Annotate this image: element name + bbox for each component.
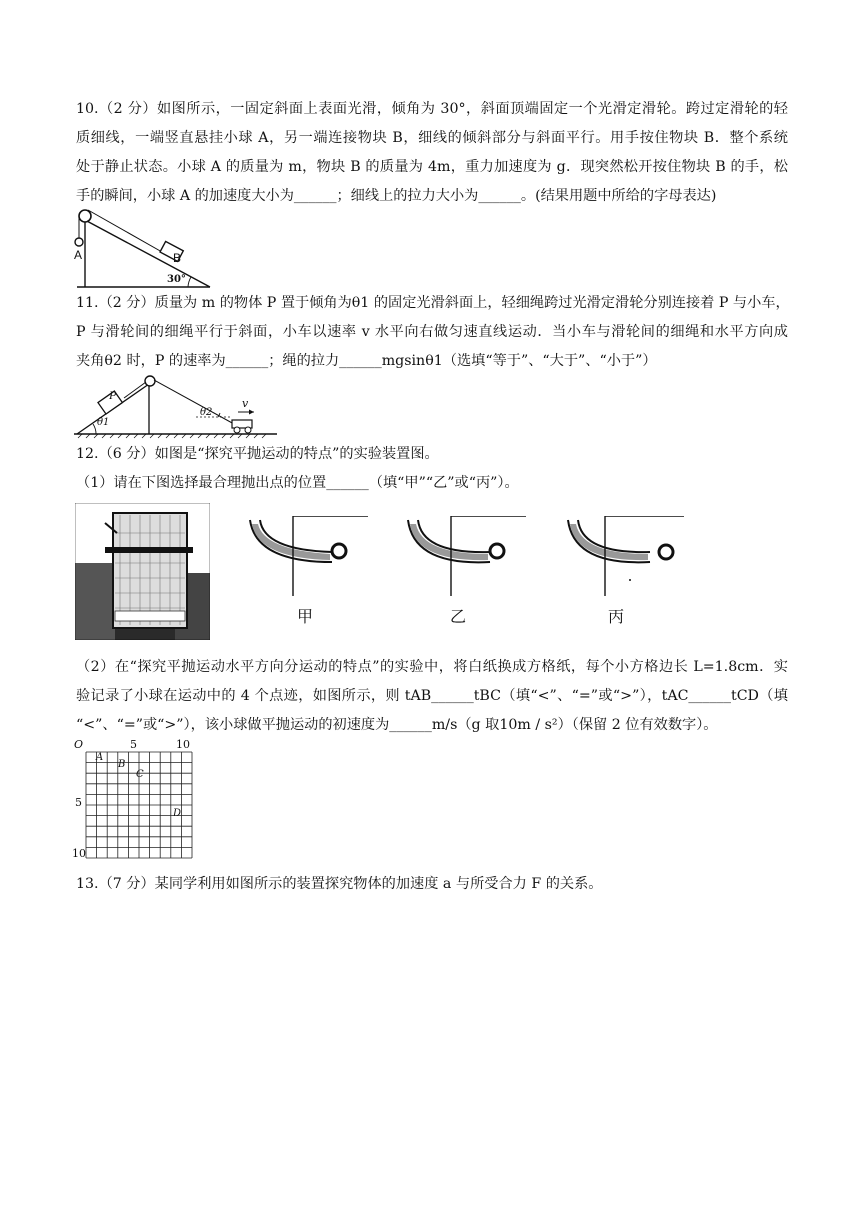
point-b-label: B — [118, 759, 126, 770]
choice-bing-figure — [560, 516, 690, 626]
pulley-icon — [145, 376, 155, 386]
incline-cart-diagram — [72, 372, 282, 440]
q12-part2-line-2: 验记录了小球在运动中的 4 个点迹，如图所示，则 tAB______tBC（填“<”、“=”或“>”），tAC______tCD（填 — [76, 688, 788, 704]
grid-trajectory-figure — [72, 738, 202, 868]
launch-ramp-jia — [242, 516, 372, 606]
grid-paper — [72, 738, 202, 868]
pulley-icon — [79, 210, 91, 222]
point-c-label: C — [136, 769, 144, 780]
question-11 — [76, 289, 788, 376]
q12-part1: （1）请在下图选择最合理抛出点的位置______（填“甲”“乙”或“丙”）。 — [76, 475, 519, 491]
q11-line-3: 夹角θ2 时，P 的速率为______；绳的拉力______mgsinθ1（选填“等于”、“大于”、“小于”） — [76, 353, 657, 369]
label-theta1: θ1 — [97, 417, 110, 428]
label-theta2: θ2 — [200, 407, 213, 418]
question-13 — [76, 870, 788, 899]
q12-part2-line-1: （2）在“探究平抛运动水平方向分运动的特点”的实验中，将白纸换成方格纸，每个小方格边长 L=1.8cm．实 — [76, 659, 788, 675]
choice-jia-figure — [242, 516, 372, 626]
ball-icon — [659, 545, 673, 559]
label-p: P — [109, 388, 117, 402]
ball-a-icon — [75, 238, 83, 246]
question-12-part2 — [76, 653, 788, 740]
q11-incline-cart-figure — [72, 372, 282, 440]
ball-icon — [490, 544, 504, 558]
ball-icon — [332, 544, 346, 558]
point-d-label: D — [173, 808, 182, 819]
q13-text: 13.（7 分）某同学利用如图所示的装置探究物体的加速度 a 与所受合力 F 的关系。 — [76, 876, 603, 892]
q12-intro: 12.（6 分）如图是“探究平抛运动的特点”的实验装置图。 — [76, 446, 439, 462]
grid-origin-label: O — [74, 738, 84, 751]
launch-ramp-yi — [400, 516, 530, 606]
label-a: A — [74, 248, 83, 262]
label-v: v — [242, 397, 249, 410]
label-b: B — [173, 251, 182, 265]
q10-line-4: 手的瞬间，小球 A 的加速度大小为______；细线上的拉力大小为______。(结果用题中所给的字母表达) — [76, 188, 717, 204]
grid-y5-label: 5 — [75, 796, 82, 809]
label-angle-30: 30° — [167, 274, 186, 285]
choice-jia-label: 甲 — [297, 607, 314, 626]
question-12-intro — [76, 440, 788, 498]
q11-line-1: 11.（2 分）质量为 m 的物体 P 置于倾角为θ1 的固定光滑斜面上，轻细绳跨过光滑定滑轮分别连接着 P 与小车， — [76, 295, 790, 311]
grid-y10-label: 10 — [72, 847, 86, 860]
point-a-label: A — [96, 752, 104, 763]
choice-yi-figure — [400, 516, 530, 626]
choice-bing-label: 丙 — [608, 607, 625, 626]
grid-x5-label: 5 — [130, 738, 137, 751]
apparatus-photo — [75, 503, 210, 640]
grid-x10-label: 10 — [176, 738, 190, 751]
q10-incline-figure — [70, 200, 220, 292]
launch-ramp-bing — [560, 516, 690, 606]
apparatus-photo-drawing — [75, 503, 210, 640]
q10-line-1: 10.（2 分）如图所示，一固定斜面上表面光滑，倾角为 30°，斜面顶端固定一个光滑定滑轮。跨过定滑轮的轻 — [76, 101, 788, 117]
q10-line-2: 质细线，一端竖直悬挂小球 A，另一端连接物块 B，细线的倾斜部分与斜面平行。用手按住物块 B．整个系统 — [76, 130, 788, 146]
incline-pulley-diagram — [70, 200, 220, 292]
q10-line-3: 处于静止状态。小球 A 的质量为 m，物块 B 的质量为 4m，重力加速度为 g．现突然松开按住物块 B 的手，松 — [76, 159, 788, 175]
choice-yi-label: 乙 — [450, 607, 467, 626]
q12-part2-line-3: “<”、“=”或“>”），该小球做平抛运动的初速度为______m/s（g 取10m / s²）（保留 2 位有效数字）。 — [76, 717, 718, 733]
question-10 — [76, 95, 788, 211]
q11-line-2: P 与滑轮间的细绳平行于斜面，小车以速率 v 水平向右做匀速直线运动．当小车与滑轮间的细绳和水平方向成 — [76, 324, 788, 340]
